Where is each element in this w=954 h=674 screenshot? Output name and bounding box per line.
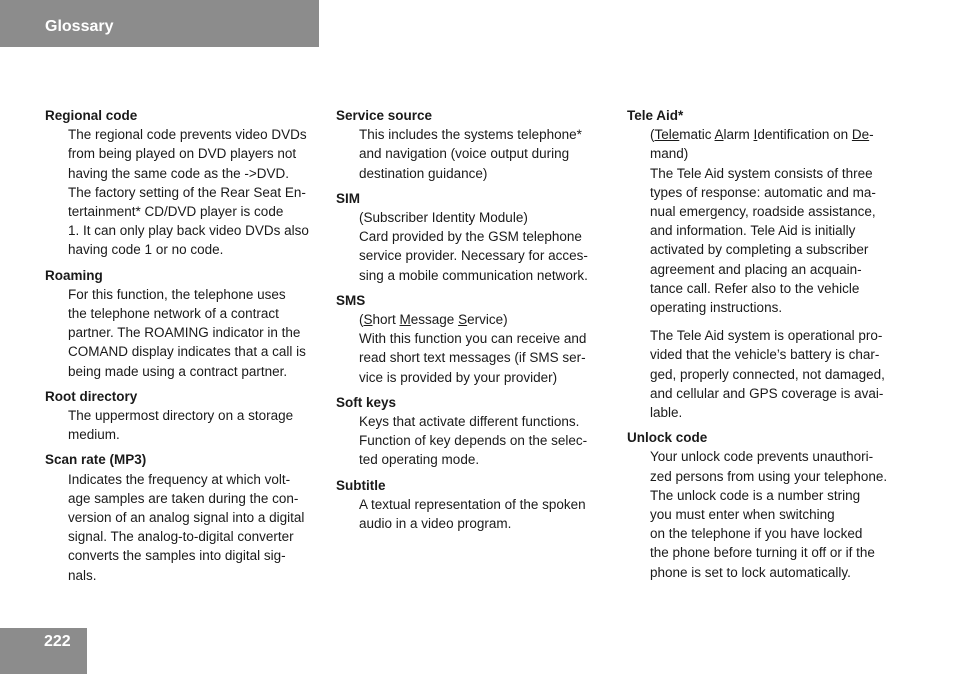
definition-line: nual emergency, roadside assistance, [650, 204, 876, 220]
definition-line: medium. [68, 427, 120, 443]
glossary-definition [336, 495, 616, 533]
page-number: 222 [44, 633, 71, 650]
definition-line: and cellular and GPS coverage is avai- [650, 385, 884, 401]
glossary-term: Roaming [45, 267, 103, 283]
definition-line: The Tele Aid system consists of three [650, 165, 873, 181]
definition-line: types of response: automatic and ma- [650, 184, 876, 200]
glossary-term: Soft keys [336, 394, 397, 410]
glossary-column-1 [45, 106, 330, 591]
glossary-definition [627, 125, 912, 422]
definition-line: on the telephone if you have locked [650, 526, 863, 542]
definition-line: The uppermost directory on a storage [68, 408, 294, 424]
definition-line: the telephone network of a contract [68, 306, 279, 322]
glossary-term: Root directory [45, 388, 138, 404]
definition-line: zed persons from using your telephone. [650, 468, 888, 484]
definition-line: The regional code prevents video DVDs [68, 127, 307, 143]
definition-line: activated by completing a subscriber [650, 242, 869, 258]
definition-line: audio in a video program. [359, 516, 512, 532]
glossary-definition [336, 125, 616, 183]
acronym-expansion: (Telematic Alarm Identification on De- [650, 127, 874, 143]
definition-line: and navigation (voice output during [359, 146, 570, 162]
glossary-definition [336, 412, 616, 470]
definition-line: the phone before turning it off or if the [650, 545, 875, 561]
glossary-definition [45, 406, 330, 444]
definition-line: COMAND display indicates that a call is [68, 344, 306, 360]
glossary-definition [336, 208, 616, 285]
glossary-term: Regional code [45, 108, 138, 123]
definition-line: The factory setting of the Rear Seat En- [68, 184, 306, 200]
definition-line: ted operating mode. [359, 452, 480, 468]
definition-line: read short text messages (if SMS ser- [359, 350, 586, 366]
glossary-entry-unlock-code [627, 428, 912, 582]
glossary-term: Subtitle [336, 477, 386, 493]
glossary-entry-root-directory [45, 387, 330, 445]
definition-line: vided that the vehicle’s battery is char- [650, 347, 880, 363]
glossary-entry-soft-keys [336, 393, 616, 470]
glossary-definition [45, 285, 330, 381]
glossary-definition [45, 470, 330, 585]
definition-line: nals. [68, 567, 97, 583]
glossary-entry-subtitle [336, 476, 616, 534]
definition-line: Keys that activate different functions. [359, 414, 580, 430]
definition-line: tertainment* CD/DVD player is code [68, 204, 284, 220]
acronym-expansion: (Short Message Service) [359, 312, 508, 328]
definition-line: ged, properly connected, not damaged, [650, 366, 885, 382]
definition-line: 1. It can only play back video DVDs also [68, 223, 309, 239]
definition-line: Indicates the frequency at which volt- [68, 471, 291, 487]
definition-line: lable. [650, 405, 683, 421]
glossary-entry-roaming [45, 266, 330, 381]
glossary-entry-regional-code [45, 106, 330, 260]
definition-line: operating instructions. [650, 300, 783, 316]
definition-line: you must enter when switching [650, 507, 835, 523]
definition-line: tance call. Refer also to the vehicle [650, 280, 860, 296]
definition-line: (Subscriber Identity Module) [359, 210, 528, 226]
definition-line: This includes the systems telephone* [359, 127, 582, 143]
glossary-entry-sms [336, 291, 616, 387]
definition-line: being made using a contract partner. [68, 363, 288, 379]
glossary-column-3 [627, 106, 912, 588]
glossary-definition [45, 125, 330, 259]
definition-line: Your unlock code prevents unauthori- [650, 449, 874, 465]
definition-line: vice is provided by your provider) [359, 369, 558, 385]
glossary-entry-sim [336, 189, 616, 285]
definition-line: having code 1 or no code. [68, 242, 224, 258]
definition-line: Function of key depends on the selec- [359, 433, 588, 449]
section-title: Glossary [45, 18, 114, 35]
definition-line: agreement and placing an acquain- [650, 261, 862, 277]
definition-line: and information. Tele Aid is initially [650, 223, 856, 239]
glossary-term: SMS [336, 292, 366, 308]
definition-line: A textual representation of the spoken [359, 496, 586, 512]
glossary-definition [627, 447, 912, 581]
glossary-entry-service-source [336, 106, 616, 183]
definition-line: phone is set to lock automatically. [650, 564, 851, 580]
definition-line: The unlock code is a number string [650, 487, 861, 503]
definition-line: With this function you can receive and [359, 331, 587, 347]
definition-line: destination guidance) [359, 165, 488, 181]
glossary-term: Service source [336, 108, 433, 123]
definition-line: Card provided by the GSM telephone [359, 229, 582, 245]
glossary-term: Unlock code [627, 430, 708, 446]
paragraph-gap [650, 317, 912, 326]
definition-line: signal. The analog-to-digital converter [68, 529, 294, 545]
definition-line: having the same code as the ->DVD. [68, 165, 289, 181]
acronym-expansion-continued: mand) [650, 146, 689, 162]
definition-line: For this function, the telephone uses [68, 286, 286, 302]
glossary-term: Tele Aid* [627, 108, 684, 123]
glossary-entry-scan-rate [45, 450, 330, 584]
definition-line: converts the samples into digital sig- [68, 548, 286, 564]
glossary-definition [336, 310, 616, 387]
definition-line: from being played on DVD players not [68, 146, 297, 162]
glossary-entry-tele-aid [627, 106, 912, 422]
glossary-column-2 [336, 106, 616, 539]
definition-line: version of an analog signal into a digital [68, 510, 305, 526]
definition-line: The Tele Aid system is operational pro- [650, 328, 883, 344]
glossary-term: Scan rate (MP3) [45, 452, 147, 468]
definition-line: age samples are taken during the con- [68, 490, 299, 506]
definition-line: sing a mobile communication network. [359, 267, 588, 283]
definition-line: service provider. Necessary for acces- [359, 248, 588, 264]
definition-line: partner. The ROAMING indicator in the [68, 325, 301, 341]
glossary-term: SIM [336, 190, 361, 206]
